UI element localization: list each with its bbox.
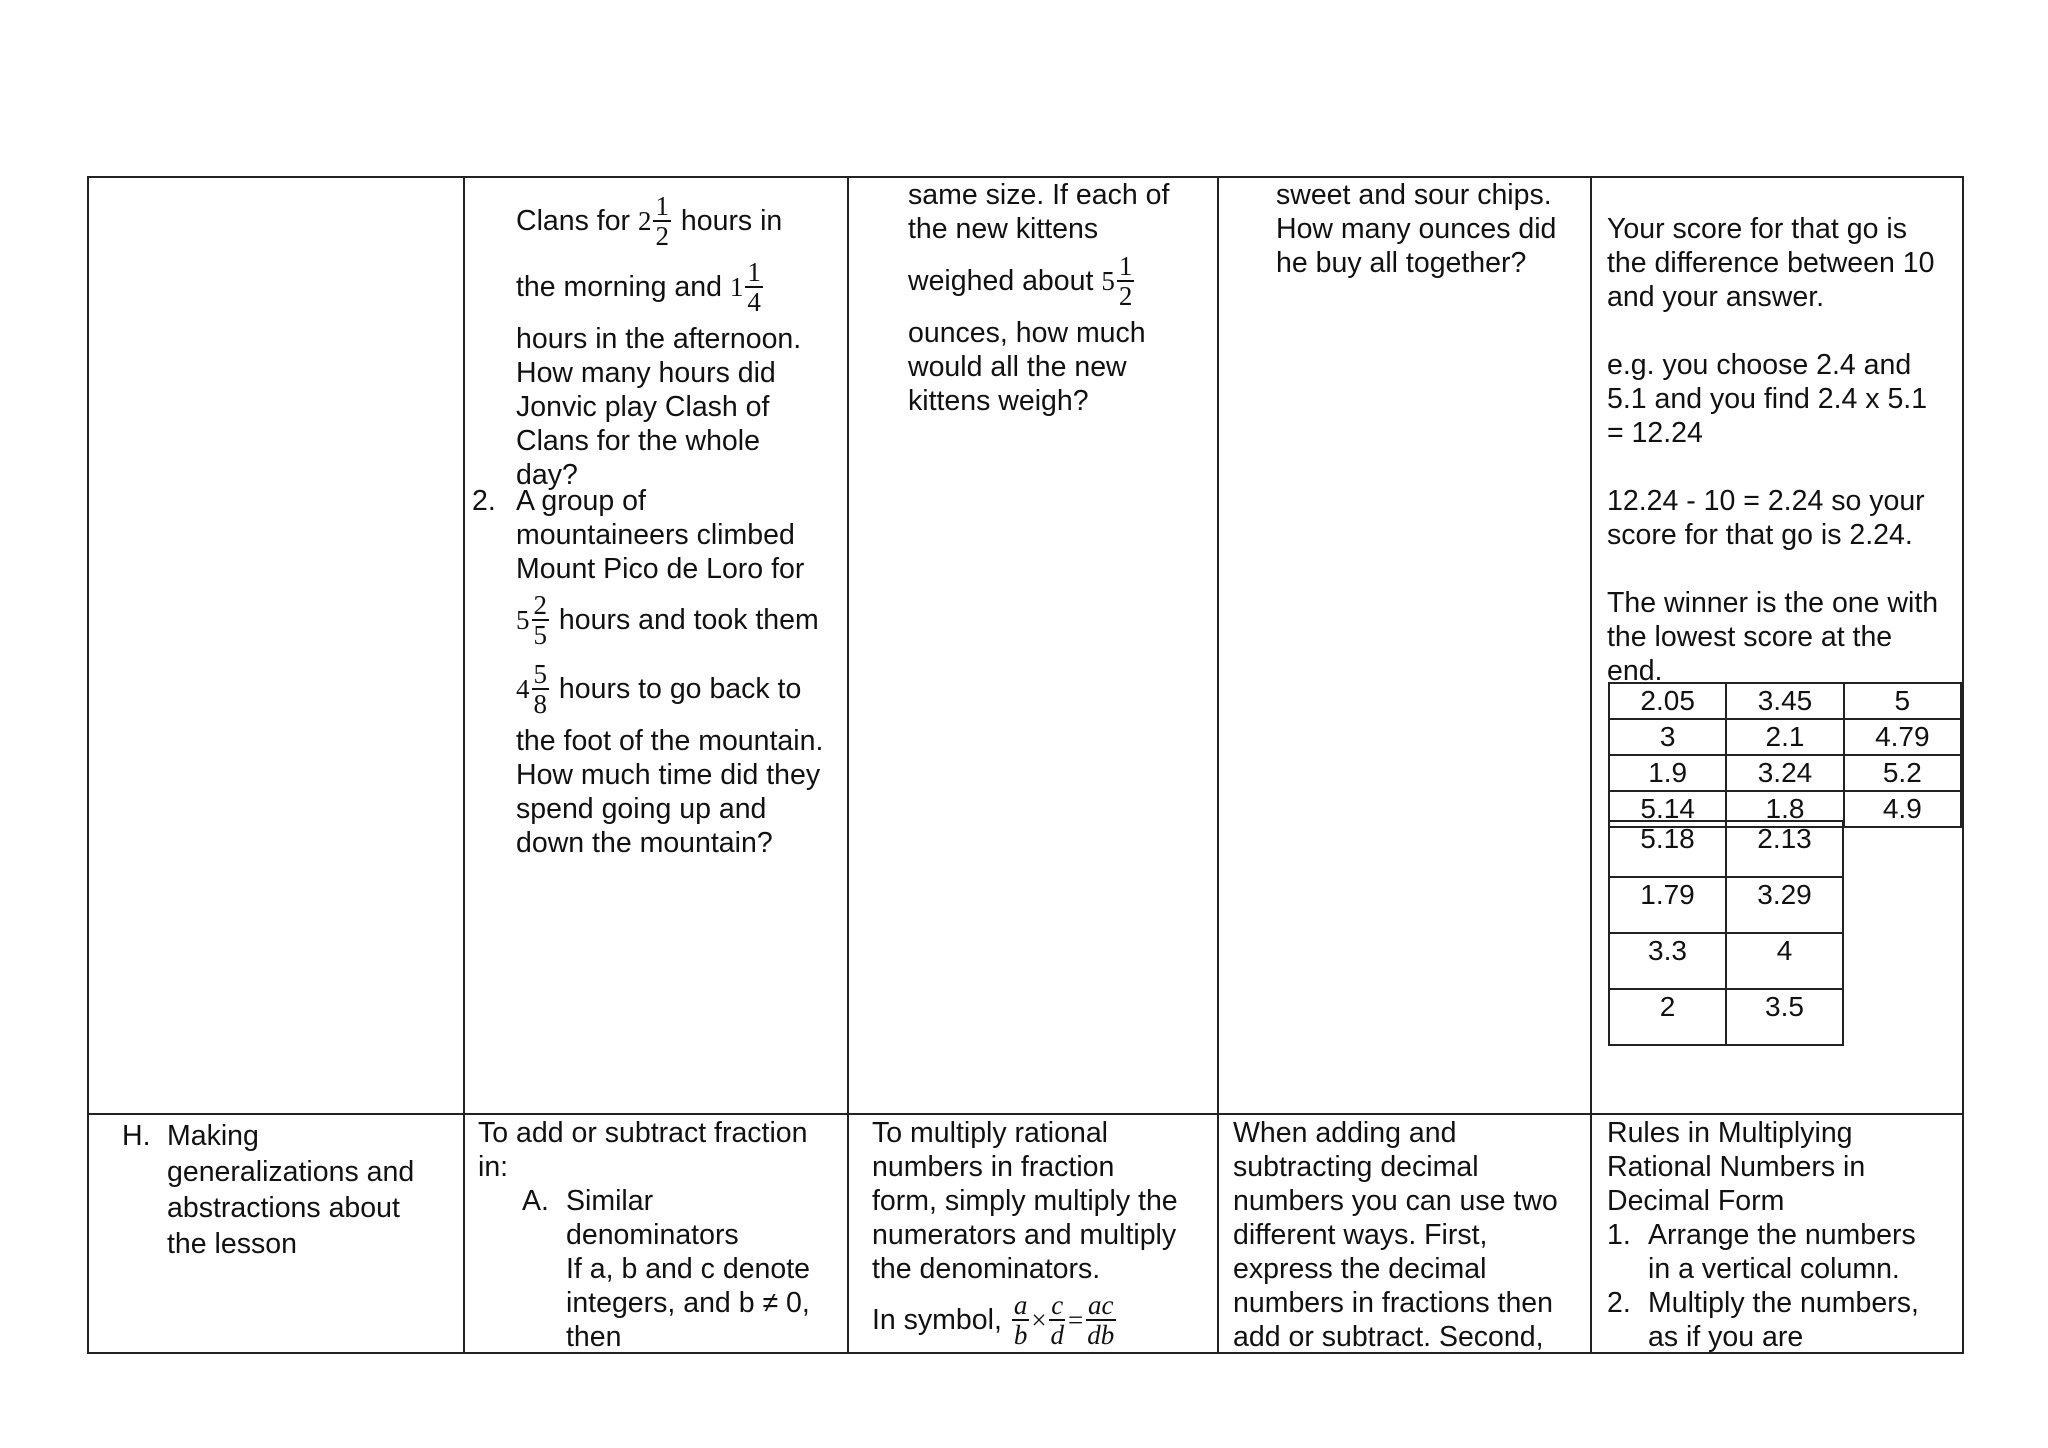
text-line: express the decimal <box>1233 1253 1487 1285</box>
text-line: integers, and b ≠ 0, <box>566 1287 810 1319</box>
fraction: $\frac{1}{2}$ <box>1118 251 1133 311</box>
table-row <box>1609 989 1843 1045</box>
text-line: he buy all together? <box>1276 247 1527 279</box>
table-col-divider-4 <box>1590 176 1592 1354</box>
fraction: $\frac{2}{5}$ <box>533 590 547 650</box>
text-line: How many hours did <box>516 357 776 389</box>
text-line: Decimal Form <box>1607 1185 1785 1217</box>
text-line: Similar <box>566 1185 654 1217</box>
text-line: subtracting decimal <box>1233 1151 1479 1183</box>
text-line: in: <box>478 1151 509 1183</box>
text-line: the lesson <box>167 1228 297 1260</box>
mixed-number-whole: 5 <box>1101 266 1115 296</box>
text-line: down the mountain? <box>516 827 773 859</box>
decimal-add-rule <box>1233 1116 1558 1354</box>
fraction: $\frac{1}{2}$ <box>655 191 669 251</box>
multiply-fractions-rule <box>872 1116 1178 1352</box>
decimal-number-grid-continued <box>1608 820 1844 1046</box>
mixed-number-whole: 4 <box>516 674 530 704</box>
text-line: the denominators. <box>872 1253 1101 1285</box>
rule-1-text <box>1648 1218 1916 1286</box>
text-line: e.g. you choose 2.4 and <box>1607 349 1912 381</box>
text-line: day? <box>516 459 578 491</box>
table-row <box>1609 933 1843 989</box>
problem-1-text <box>516 190 801 492</box>
times-symbol: × <box>1031 1305 1047 1335</box>
rule-2-marker: 2. <box>1607 1287 1631 1319</box>
problem-1-line-1-prefix: Clans for <box>516 205 631 237</box>
decimal-multiply-rules <box>1607 1116 1865 1218</box>
text-line: Mount Pico de Loro for <box>516 553 805 585</box>
table-cell: 3.3 <box>1609 933 1726 989</box>
table-row-divider <box>87 1113 1964 1115</box>
text-fragment: In symbol, <box>872 1304 1002 1336</box>
text-line: in a vertical column. <box>1648 1253 1900 1285</box>
text-line: numbers in fraction <box>872 1151 1115 1183</box>
text-line: = 12.24 <box>1607 417 1703 449</box>
problem-2-text <box>516 484 823 860</box>
table-border-right <box>1962 176 1964 1354</box>
chips-problem-text <box>1276 178 1556 280</box>
table-cell: 3.45 <box>1726 683 1843 719</box>
table-cell: 5.14 <box>1609 791 1726 827</box>
text-line: Making <box>167 1120 259 1152</box>
fraction: $\frac{ac}{db}$ <box>1087 1290 1115 1350</box>
text-line: abstractions about <box>167 1192 400 1224</box>
fraction: $\frac{5}{8}$ <box>533 659 547 719</box>
table-cell: 4.79 <box>1844 719 1961 755</box>
table-row <box>1609 755 1961 791</box>
table-col-divider-3 <box>1217 176 1219 1354</box>
text-line: sweet and sour chips. <box>1276 179 1552 211</box>
text-line: then <box>566 1321 622 1353</box>
similar-denominators-rule <box>566 1184 810 1354</box>
problem-2-marker: 2. <box>472 485 496 517</box>
text-line: kittens weigh? <box>908 385 1089 417</box>
table-cell: 3.24 <box>1726 755 1843 791</box>
text-line: 5.1 and you find 2.4 x 5.1 <box>1607 383 1928 415</box>
table-row <box>1609 821 1843 877</box>
text-line: If a, b and c denote <box>566 1253 811 1285</box>
table-cell: 2 <box>1609 989 1726 1045</box>
table-cell: 1.79 <box>1609 877 1726 933</box>
text-line: form, simply multiply the <box>872 1185 1178 1217</box>
section-h-marker: H. <box>122 1120 151 1152</box>
text-line: How many ounces did <box>1276 213 1557 245</box>
sub-item-marker: A. <box>522 1185 549 1217</box>
text-line: the foot of the mountain. <box>516 725 824 757</box>
text-line: ounces, how much <box>908 317 1146 349</box>
equals-symbol: = <box>1068 1305 1084 1335</box>
text-line: numbers in fractions then <box>1233 1287 1553 1319</box>
text-line: different ways. First, <box>1233 1219 1488 1251</box>
rule-1-marker: 1. <box>1607 1219 1631 1251</box>
game-instructions <box>1607 212 1938 688</box>
text-line: would all the new <box>908 351 1127 383</box>
table-border-left <box>87 176 89 1354</box>
table-cell: 5.2 <box>1844 755 1961 791</box>
table-col-divider-2 <box>847 176 849 1354</box>
rule-2-text <box>1648 1286 1919 1354</box>
text-line: Rational Numbers in <box>1607 1151 1866 1183</box>
text-line: A group of <box>516 485 646 517</box>
text-line: numbers you can use two <box>1233 1185 1558 1217</box>
text-line: 12.24 - 10 = 2.24 so your <box>1607 485 1925 517</box>
text-line: Jonvic play Clash of <box>516 391 770 423</box>
text-line: denominators <box>566 1219 739 1251</box>
text-line: score for that go is 2.24. <box>1607 519 1913 551</box>
table-cell: 1.9 <box>1609 755 1726 791</box>
problem-1-line-1-suffix: hours in <box>680 205 783 237</box>
mixed-number-whole: 2 <box>637 206 652 236</box>
text-line: How much time did they <box>516 759 821 791</box>
table-cell: 1.8 <box>1726 791 1843 827</box>
table-cell: 3.5 <box>1726 989 1843 1045</box>
text-line: the difference between 10 <box>1607 247 1935 279</box>
fraction: $\frac{1}{4}$ <box>747 257 761 317</box>
text-line: the lowest score at the <box>1607 621 1893 653</box>
fraction: $\frac{c}{d}$ <box>1050 1290 1065 1350</box>
text-line: Arrange the numbers <box>1648 1219 1916 1251</box>
text-fragment: hours to go back to <box>558 673 802 705</box>
text-line: Multiply the numbers, <box>1648 1287 1919 1319</box>
table-cell: 2.1 <box>1726 719 1843 755</box>
table-cell: 2.05 <box>1609 683 1726 719</box>
table-row <box>1609 719 1961 755</box>
text-line: mountaineers climbed <box>516 519 795 551</box>
table-cell: 5.18 <box>1609 821 1726 877</box>
text-line: Clans for the whole <box>516 425 760 457</box>
text-line: generalizations and <box>167 1156 415 1188</box>
table-cell: 4 <box>1726 933 1843 989</box>
text-line: Rules in Multiplying <box>1607 1117 1853 1149</box>
text-fragment: hours and took them <box>558 604 819 636</box>
text-line: add or subtract. Second, <box>1233 1321 1544 1353</box>
text-line: and your answer. <box>1607 281 1825 313</box>
text-line: When adding and <box>1233 1117 1457 1149</box>
text-line: same size. If each of <box>908 179 1170 211</box>
table-row <box>1609 683 1961 719</box>
table-cell: 4.9 <box>1844 791 1961 827</box>
table-cell: 2.13 <box>1726 821 1843 877</box>
table-row <box>1609 877 1843 933</box>
section-h-label <box>167 1118 414 1262</box>
text-line: the new kittens <box>908 213 1099 245</box>
fraction-add-rule <box>478 1116 808 1184</box>
text-line: as if you are <box>1648 1321 1804 1353</box>
text-fragment: weighed about <box>908 265 1094 297</box>
text-line: spend going up and <box>516 793 767 825</box>
kitten-problem-text <box>908 178 1169 418</box>
decimal-number-grid <box>1608 682 1962 828</box>
text-line: To add or subtract fraction <box>478 1117 808 1149</box>
table-cell: 5 <box>1844 683 1961 719</box>
fraction: $\frac{a}{b}$ <box>1013 1290 1028 1350</box>
text-line: Your score for that go is <box>1607 213 1907 245</box>
table-cell: 3 <box>1609 719 1726 755</box>
problem-1-line-2-prefix: the morning and <box>516 271 722 303</box>
table-cell: 3.29 <box>1726 877 1843 933</box>
text-line: The winner is the one with <box>1607 587 1939 619</box>
text-line: end. <box>1607 655 1663 687</box>
text-line: To multiply rational <box>872 1117 1109 1149</box>
mixed-number-whole: 1 <box>729 272 744 302</box>
table-col-divider-1 <box>463 176 465 1354</box>
text-line: numerators and multiply <box>872 1219 1177 1251</box>
mixed-number-whole: 5 <box>516 605 530 635</box>
text-line: hours in the afternoon. <box>516 323 802 355</box>
